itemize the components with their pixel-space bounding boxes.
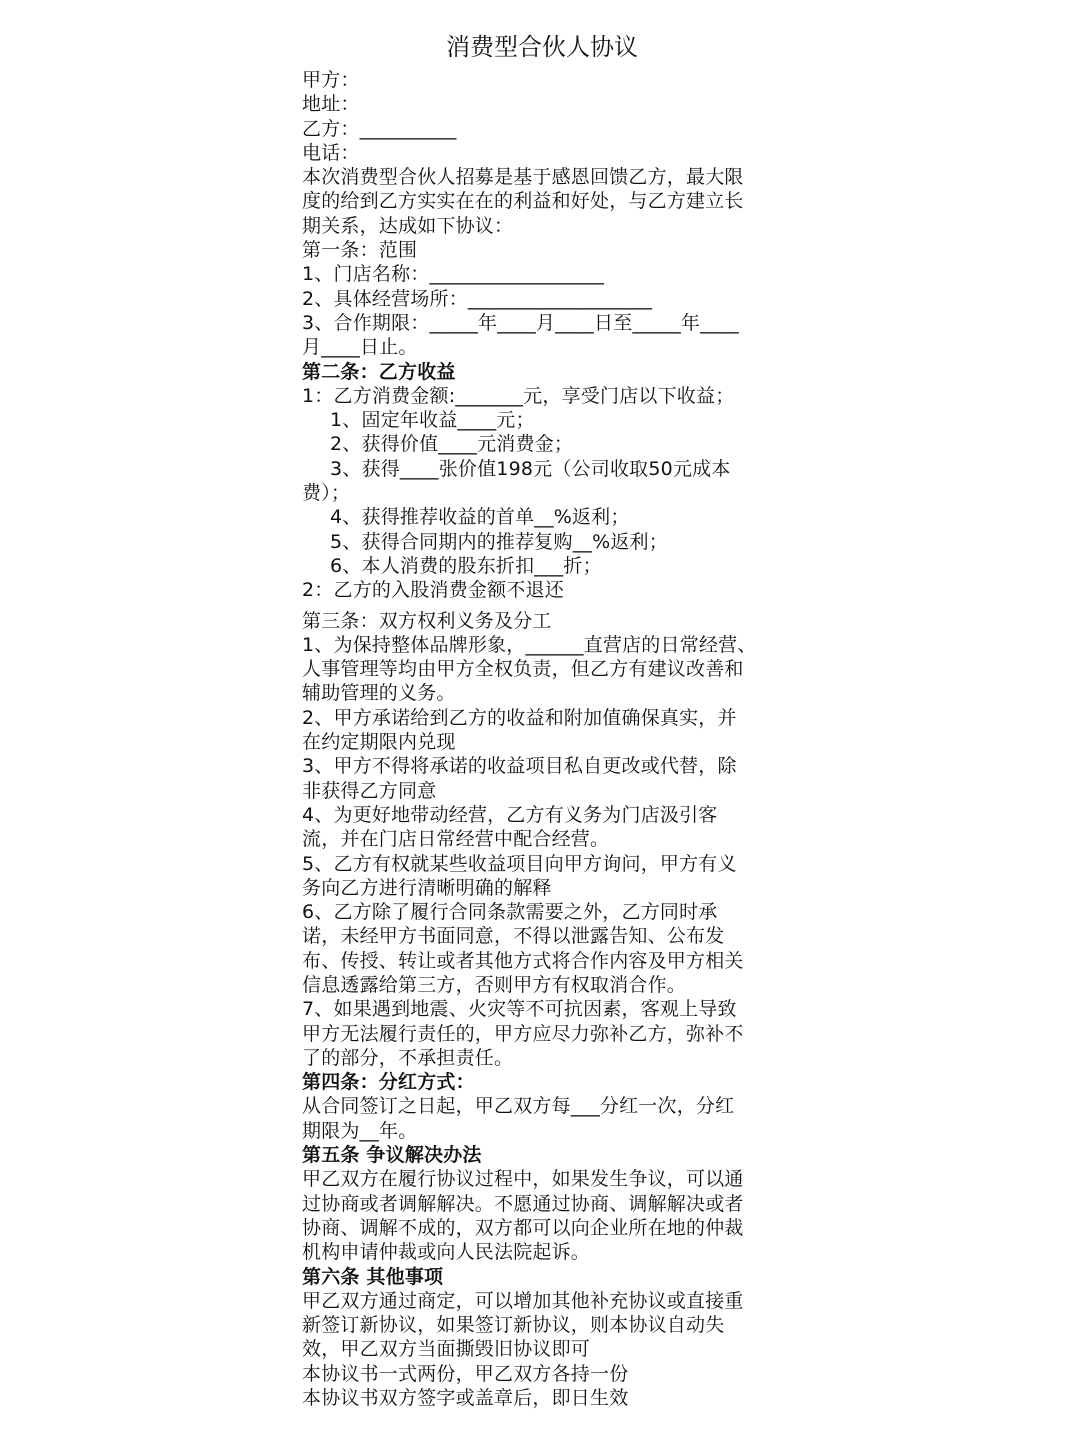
document-line: 1、门店名称：__________________: [302, 263, 605, 286]
document-line: 2、甲方承诺给到乙方的收益和附加值确保真实，并: [302, 706, 737, 729]
document-line: 辅助管理的义务。: [302, 682, 456, 705]
document-line: 7、如果遇到地震、火灾等不可抗因素，客观上导致: [302, 998, 737, 1021]
document-line: 人事管理等均由甲方全权负责，但乙方有建议改善和: [302, 658, 744, 681]
document-line: 甲方无法履行责任的，甲方应尽力弥补乙方，弥补不: [302, 1022, 744, 1045]
document-line: 期关系，达成如下协议：: [302, 214, 514, 237]
document-line: 乙方：__________: [302, 117, 457, 140]
document-line: 月____日止。: [302, 336, 418, 359]
document-line: 了的部分，不承担责任。: [302, 1046, 514, 1069]
document-line: 期限为__年。: [302, 1119, 418, 1142]
document-line: 过协商或者调解解决。不愿通过协商、调解解决或者: [302, 1192, 744, 1215]
document-line: 本协议书一式两份，甲乙双方各持一份: [302, 1362, 629, 1385]
document-line: 第一条：范围: [302, 239, 418, 262]
document-line: 4、获得推荐收益的首单__%返利；: [330, 506, 630, 529]
document-line: 2、具体经营场所：___________________: [302, 287, 653, 310]
document-line: 在约定期限内兑现: [302, 731, 456, 754]
document-line: 3、甲方不得将承诺的收益项目私自更改或代替，除: [302, 755, 737, 778]
document-line: 流，并在门店日常经营中配合经营。: [302, 828, 610, 851]
document-line: 非获得乙方同意: [302, 779, 437, 802]
document-line: 本协议书双方签字或盖章后，即日生效: [302, 1387, 629, 1410]
document-line: 第三条：双方权利义务及分工: [302, 609, 552, 632]
document-line: 甲方：: [302, 69, 360, 91]
document-line: 地址：: [302, 93, 360, 116]
document-line: 本次消费型合伙人招募是基于感恩回馈乙方，最大限: [302, 166, 744, 189]
document-line: 务向乙方进行清晰明确的解释: [302, 876, 552, 899]
document-line: 1：乙方消费金额:_______元，享受门店以下收益；: [302, 384, 735, 407]
document-line: 1、固定年收益____元；: [330, 409, 535, 432]
section-heading: 第二条：乙方收益: [302, 360, 456, 383]
document-line: 费）；: [302, 482, 351, 505]
document-line: 度的给到乙方实实在在的利益和好处，与乙方建立长: [302, 190, 744, 213]
document-line: 6、乙方除了履行合同条款需要之外，乙方同时承: [302, 901, 718, 924]
section-heading: 第五条 争议解决办法: [302, 1144, 482, 1167]
section-heading: 第六条 其他事项: [302, 1265, 444, 1288]
document-line: 甲乙双方在履行协议过程中，如果发生争议，可以通: [302, 1168, 744, 1191]
document-line: 布、传授、转让或者其他方式将合作内容及甲方相关: [302, 949, 744, 972]
document-line: 1、为保持整体品牌形象，______直营店的日常经营、: [302, 633, 757, 656]
document-line: 4、为更好地带动经营，乙方有义务为门店汲引客: [302, 803, 718, 826]
document-title: 消费型合伙人协议: [446, 33, 638, 61]
document-line: 机构申请仲裁或向人民法院起诉。: [302, 1241, 591, 1264]
document-line: 3、合作期限：_____年____月____日至_____年____: [302, 311, 739, 334]
document-line: 甲乙双方通过商定，可以增加其他补充协议或直接重: [302, 1289, 744, 1312]
document-body: [302, 68, 780, 1410]
document-line: 电话：: [302, 141, 360, 164]
document-line: 效，甲乙双方当面撕毁旧协议即可: [302, 1338, 591, 1361]
document-line: 3、获得____张价值198元（公司收取50元成本: [330, 457, 731, 480]
document-line: 从合同签订之日起，甲乙双方每___分红一次，分红: [302, 1095, 735, 1118]
section-heading: 第四条：分红方式：: [302, 1071, 475, 1094]
document-line: 诺，未经甲方书面同意，不得以泄露告知、公布发: [302, 925, 725, 948]
document-line: 2、获得价值____元消费金；: [330, 433, 574, 456]
document-line: 5、获得合同期内的推荐复购__%返利；: [330, 530, 668, 553]
document-line: 5、乙方有权就某些收益项目向甲方询问，甲方有义: [302, 852, 737, 875]
document-line: 2：乙方的入股消费金额不退还: [302, 579, 564, 602]
document-line: 6、本人消费的股东折扣___折；: [330, 554, 602, 577]
agreement-document: [302, 30, 780, 1410]
document-line: 新签订新协议，如果签订新协议，则本协议自动失: [302, 1314, 725, 1337]
document-line: 协商、调解不成的，双方都可以向企业所在地的仲裁: [302, 1216, 744, 1239]
document-line: 信息透露给第三方，否则甲方有权取消合作。: [302, 973, 687, 996]
